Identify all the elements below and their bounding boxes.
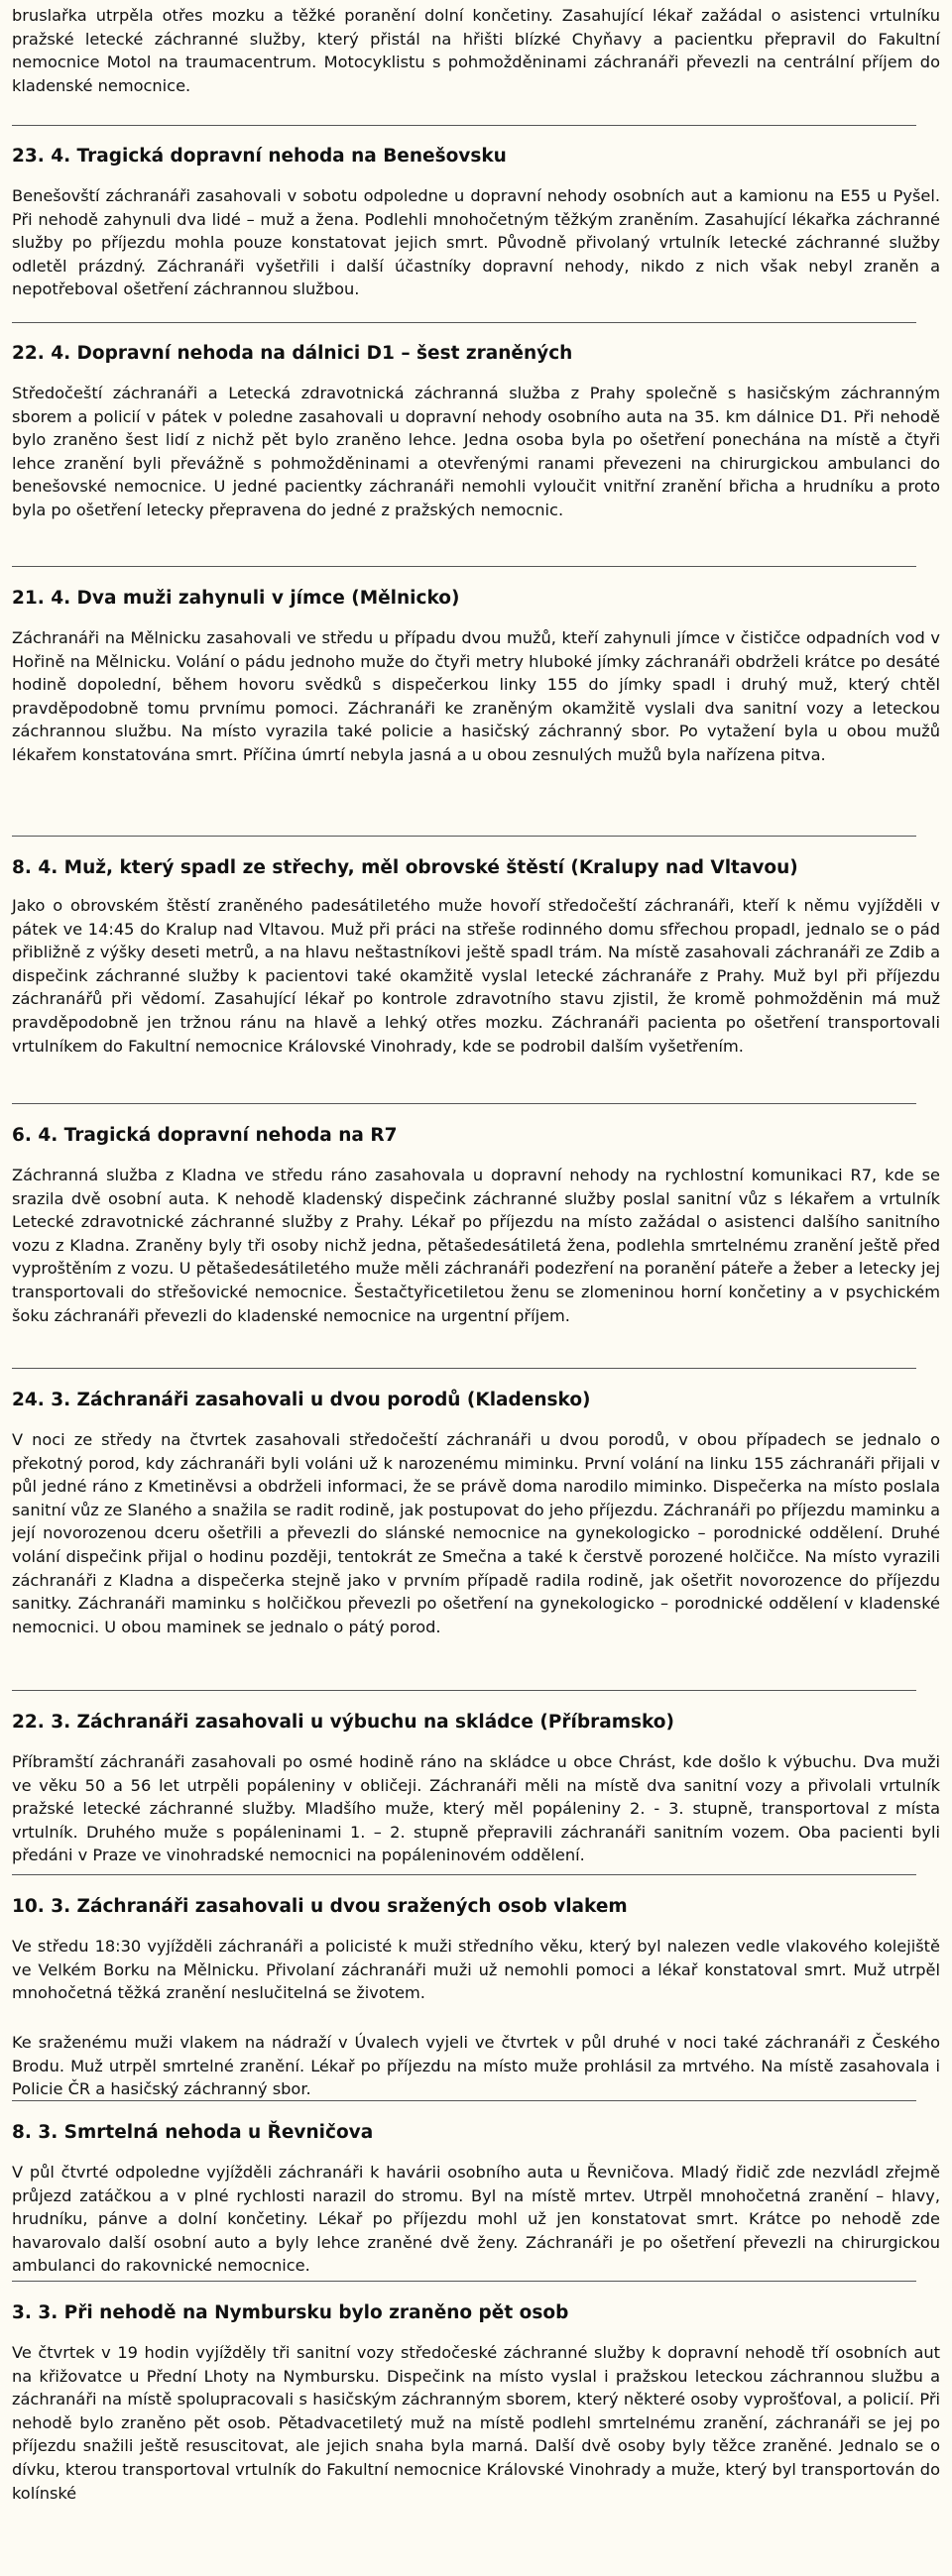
- article-paragraph: Benešovští záchranáři zasahovali v sobotu odpoledne u dopravní nehody osobních aut a kamionu na E55 u Pyšel. Při nehodě zahynuli dva lidé – muž a žena. Podlehli mnohočetným těžkým zraněním. Zasahující lékařka záchranné služby po příjezdu mohla pouze konstatovat jejich smrt. Původně přivolaný vrtulník letecké záchranné služby odletěl prázdný. Záchranáři vyšetřili i další účastníky dopravní nehody, nikdo z nich však nebyl zraněn a nepotřeboval ošetření záchrannou službou.: [12, 186, 940, 299]
- section-divider: [12, 1874, 916, 1875]
- article-title: 3. 3. Při nehodě na Nymbursku bylo zraněno pět osob: [12, 2302, 569, 2323]
- article-title: 21. 4. Dva muži zahynuli v jímce (Mělnicko): [12, 588, 460, 609]
- section-divider: [12, 566, 916, 567]
- article-paragraph: Jako o obrovském štěstí zraněného padesátiletého muže hovoří středočeští záchranáři, kteří k němu vyjížděli v pátek ve 14:45 do Kralup nad Vltavou. Muž při práci na střeše rodinného domu sfřechou propadl, jednalo se o pád přibližně z výšky deseti metrů, a na hlavu neštastníkovi ještě spadl trám. Na místě zasahovali záchranáři ze Zdib a dispečink záchranné služby k pacientovi také okamžitě vyslal letecké záchranáře z Prahy. Muž byl při příjezdu záchranářů při vědomí. Zasahující lékař po kontrole zdravotního stavu zjistil, že kromě pohmožděnin má muž pravděpodobně jen tržnou ránu na hlavě a lehký otřes mozku. Záchranáři pacienta po ošetření transportovali vrtulníkem do Fakultní nemocnice Královské Vinohrady, kde se podrobil dalším vyšetřením.: [12, 896, 940, 1056]
- article-paragraph: Ve středu 18:30 vyjížděli záchranáři a policisté k muži středního věku, který byl nalezen vedle vlakového kolejiště ve Velkém Borku na Mělnicku. Přivolaní záchranáři muži už nemohli pomoci a lékař konstatoval smrt. Muž utrpěl mnohočetná těžká zranění neslučitelná se životem.: [12, 1937, 940, 2003]
- article-paragraph: Příbramští záchranáři zasahovali po osmé hodině ráno na skládce u obce Chrást, kde došlo k výbuchu. Dva muži ve věku 50 a 56 let utrpěli popáleniny v obličeji. Záchranáři měli na místě dva sanitní vozy a přivolali vrtulník pražské letecké záchranné služby. Mladšího muže, který měl popáleniny 2. - 3. stupně, transportoval z místa vrtulník. Druhého muže s popáleninami 1. – 2. stupně přepravili záchranáři sanitním vozem. Oba pacienti byli předáni v Praze ve vinohradské nemocnici na popáleninovém oddělení.: [12, 1752, 940, 1865]
- article-title: 23. 4. Tragická dopravní nehoda na Benešovsku: [12, 146, 507, 167]
- article-paragraph: Záchranná služba z Kladna ve středu ráno zasahovala u dopravní nehody na rychlostní komunikaci R7, kde se srazila dvě osobní auta. K nehodě kladenský dispečink záchranné služby poslal sanitní vůz s lékařem a vrtulník Letecké zdravotnické záchranné služby z Prahy. Lékař po příjezdu na místo zažádal o asistenci dalšího sanitního vozu z Kladna. Zraněny byly tři osoby nichž jedna, pětašedesátiletá žena, podlehla smrtelnému zranění ještě před vyproštěním z vozu. U pětašedesátiletého muže měli záchranáři podezření na poranění páteře a žeber a letecky jej transportovali do střešovické nemocnice. Šestačtyřicetiletou ženu se zlomeninou horní končetiny a v psychickém šoku záchranáři převezli do kladenské nemocnice na urgentní příjem.: [12, 1166, 940, 1325]
- section-divider: [12, 1103, 916, 1104]
- article-title: 6. 4. Tragická dopravní nehoda na R7: [12, 1125, 398, 1146]
- article-title: 22. 3. Záchranáři zasahovali u výbuchu na skládce (Příbramsko): [12, 1712, 674, 1733]
- section-divider: [12, 836, 916, 837]
- article-title: 22. 4. Dopravní nehoda na dálnici D1 – šest zraněných: [12, 343, 573, 364]
- article-paragraph: Ke sraženému muži vlakem na nádraží v Úvalech vyjeli ve čtvrtek v půl druhé v noci také záchranáři z Českého Brodu. Muž utrpěl smrtelné zranění. Lékař po příjezdu na místo muže prohlásil za mrtvého. Na místě zasahovala i Policie ČR a hasičský záchranný sbor.: [12, 2033, 940, 2099]
- section-divider: [12, 1690, 916, 1691]
- article-paragraph: Záchranáři na Mělnicku zasahovali ve středu u případu dvou mužů, kteří zahynuli jímce v čističce odpadních vod v Hořině na Mělnicku. Volání o pádu jednoho muže do čtyři metry hluboké jímky záchranáři obdrželi krátce po desáté hodině dopolední, během hovoru svědků s dispečerkou linky 155 do jímky spadl i druhý muž, který chtěl pravděpodobně tomu prvnímu pomoci. Záchranáři ke zraněným okamžitě vyslali dva sanitní vozy a leteckou záchrannou službu. Na místo vyrazila také policie a hasičský záchranný sbor. Po vytažení byla u obou mužů lékařem konstatována smrt. Příčina úmrtí nebyla jasná a u obou zesnulých mužů byla nařízena pitva.: [12, 628, 940, 764]
- article-paragraph: V noci ze středy na čtvrtek zasahovali středočeští záchranáři u dvou porodů, v obou případech se jednalo o překotný porod, kdy záchranáři byli voláni už k narozenému miminku. První volání na linku 155 záchranáři přijali v půl jedné ráno z Kmetiněvsi a obdrželi informaci, že se právě doma narodilo miminko. Dispečerka na místo poslala sanitní vůz ze Slaného a snažila se radit rodině, jak postupovat do jeho příjezdu. Záchranáři po příjezdu maminku a její novorozenou dceru ošetřili a převezli do slánské nemocnice na gynekologicko – porodnické oddělení. Druhé volání dispečink přijal o hodinu později, tentokrát ze Smečna a také k čerstvě porozené holčičce. Na místo vyrazili záchranáři z Kladna a dispečerka stejně jako v prvním případě radila rodině, jak ošetřit novorozence do příjezdu sanitky. Záchranáři maminku s holčičkou převezli po ošetření na gynekologicko – porodnické oddělení v kladenské nemocnici. U obou maminek se jednalo o pátý porod.: [12, 1430, 940, 1636]
- article-paragraph: V půl čtvrté odpoledne vyjížděli záchranáři k havárii osobního auta u Řevničova. Mladý řidič zde nezvládl zřejmě průjezd zatáčkou a v plné rychlosti narazil do stromu. Byl na místě mrtev. Utrpěl mnohočetná zranění – hlavy, hrudníku, pánve a dolní končetiny. Lékař po příjezdu mohl už jen konstatovat smrt. Krátce po nehodě zde havarovalo další osobní auto a byly lehce zraněné dvě ženy. Záchranáři je po ošetření převezli na chirurgickou ambulanci do rakovnické nemocnice.: [12, 2163, 940, 2276]
- article-paragraph: Středočeští záchranáři a Letecká zdravotnická záchranná služba z Prahy společně s hasičským záchranným sborem a policií v pátek v poledne zasahovali u dopravní nehody osobního auta na 35. km dálnice D1. Při nehodě bylo zraněno šest lidí z nichž pět bylo zraněno lehce. Jedna osoba byla po ošetření ponechána na místě a čtyři lehce zranění byli převážně s pohmožděninami a otevřenými ranami převezeni na chirurgickou ambulanci do benešovské nemocnice. U jedné pacientky záchranáři nemohli vyloučit vnitřní zranění břicha a hrudníku a proto byla po ošetření letecky přepravena do jedné z pražských nemocnic.: [12, 384, 940, 519]
- article-paragraph: Ve čtvrtek v 19 hodin vyjížděly tři sanitní vozy středočeské záchranné služby k dopravní nehodě tří osobních aut na křižovatce u Přední Lhoty na Nymbursku. Dispečink na místo vyslal i pražskou leteckou záchrannou službu a záchranáři na místě spolupracovali s hasičským záchranným sborem, který některé osoby vyprošťoval, a policií. Při nehodě bylo zraněno pět osob. Pětadvacetiletý muž na místě podlehl smrtelnému zranění, záchranáři se jej po příjezdu snažili ještě resuscitovat, ale jejich snaha byla marná. Další dvě osoby byly těžce zraněné. Jednalo se o dívku, kterou transportoval vrtulník do Fakultní nemocnice Královské Vinohrady a muže, který byl transportován do kolínské: [12, 2343, 940, 2503]
- article-title: 8. 4. Muž, který spadl ze střechy, měl obrovské štěstí (Kralupy nad Vltavou): [12, 857, 798, 878]
- article-title: 10. 3. Záchranáři zasahovali u dvou sražených osob vlakem: [12, 1896, 628, 1917]
- section-divider: [12, 2281, 916, 2282]
- intro-paragraph: bruslařka utrpěla otřes mozku a těžké poranění dolní končetiny. Zasahující lékař zažádal o asistenci vrtulníku pražské letecké záchranné služby, který přistál na hřišti blízké Chyňavy a pacientku přepravil do Fakultní nemocnice Motol na traumacentrum. Motocyklistu s pohmožděninami záchranáři převezli na centrální příjem do kladenské nemocnice.: [12, 6, 940, 95]
- article-title: 24. 3. Záchranáři zasahovali u dvou porodů (Kladensko): [12, 1390, 591, 1410]
- section-divider: [12, 1368, 916, 1369]
- section-divider: [12, 125, 916, 126]
- section-divider: [12, 322, 916, 323]
- article-title: 8. 3. Smrtelná nehoda u Řevničova: [12, 2122, 374, 2143]
